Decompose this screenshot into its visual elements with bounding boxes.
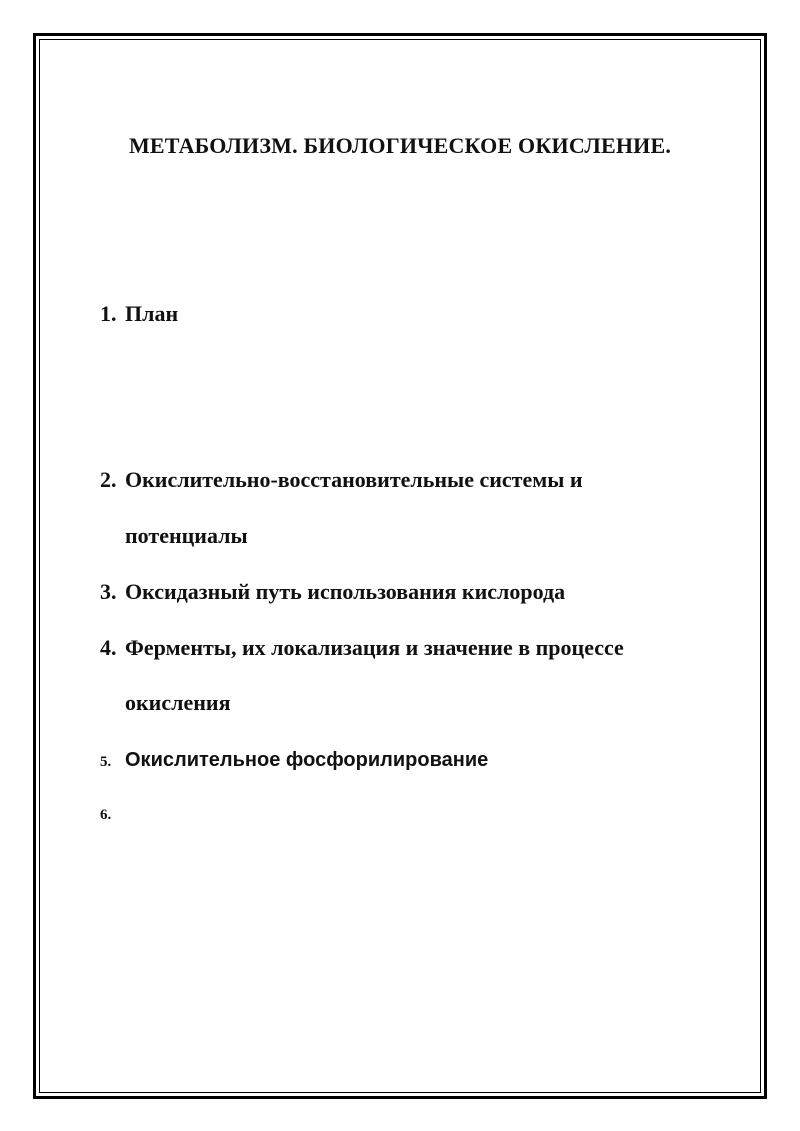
list-item-continuation: потенциалы — [125, 523, 248, 548]
list-item-text: Ферменты, их локализация и значение в процессе — [125, 635, 624, 660]
list-item — [100, 578, 565, 606]
document-title: МЕТАБОЛИЗМ. БИОЛОГИЧЕСКОЕ ОКИСЛЕНИЕ. — [128, 133, 672, 158]
list-item — [100, 466, 583, 494]
list-item-text: Оксидазный путь использования кислорода — [125, 579, 566, 604]
list-item-number: 1. — [100, 301, 117, 326]
list-item — [100, 745, 488, 776]
list-item-text: План — [125, 301, 179, 326]
list-item-number: 5. — [100, 754, 112, 770]
list-item-number: 6. — [100, 807, 112, 823]
list-item — [100, 300, 178, 328]
list-item-number: 4. — [100, 635, 117, 660]
list-item-text: Окислительное фосфорилирование — [125, 749, 489, 771]
list-item-continuation: окисления — [125, 690, 231, 715]
list-item — [100, 634, 624, 662]
list-item-number: 2. — [100, 467, 117, 492]
page-border-inner — [39, 39, 761, 1093]
list-item — [100, 798, 125, 829]
list-item-number: 3. — [100, 579, 117, 604]
list-item-text: Окислительно-восстановительные системы и — [125, 467, 583, 492]
